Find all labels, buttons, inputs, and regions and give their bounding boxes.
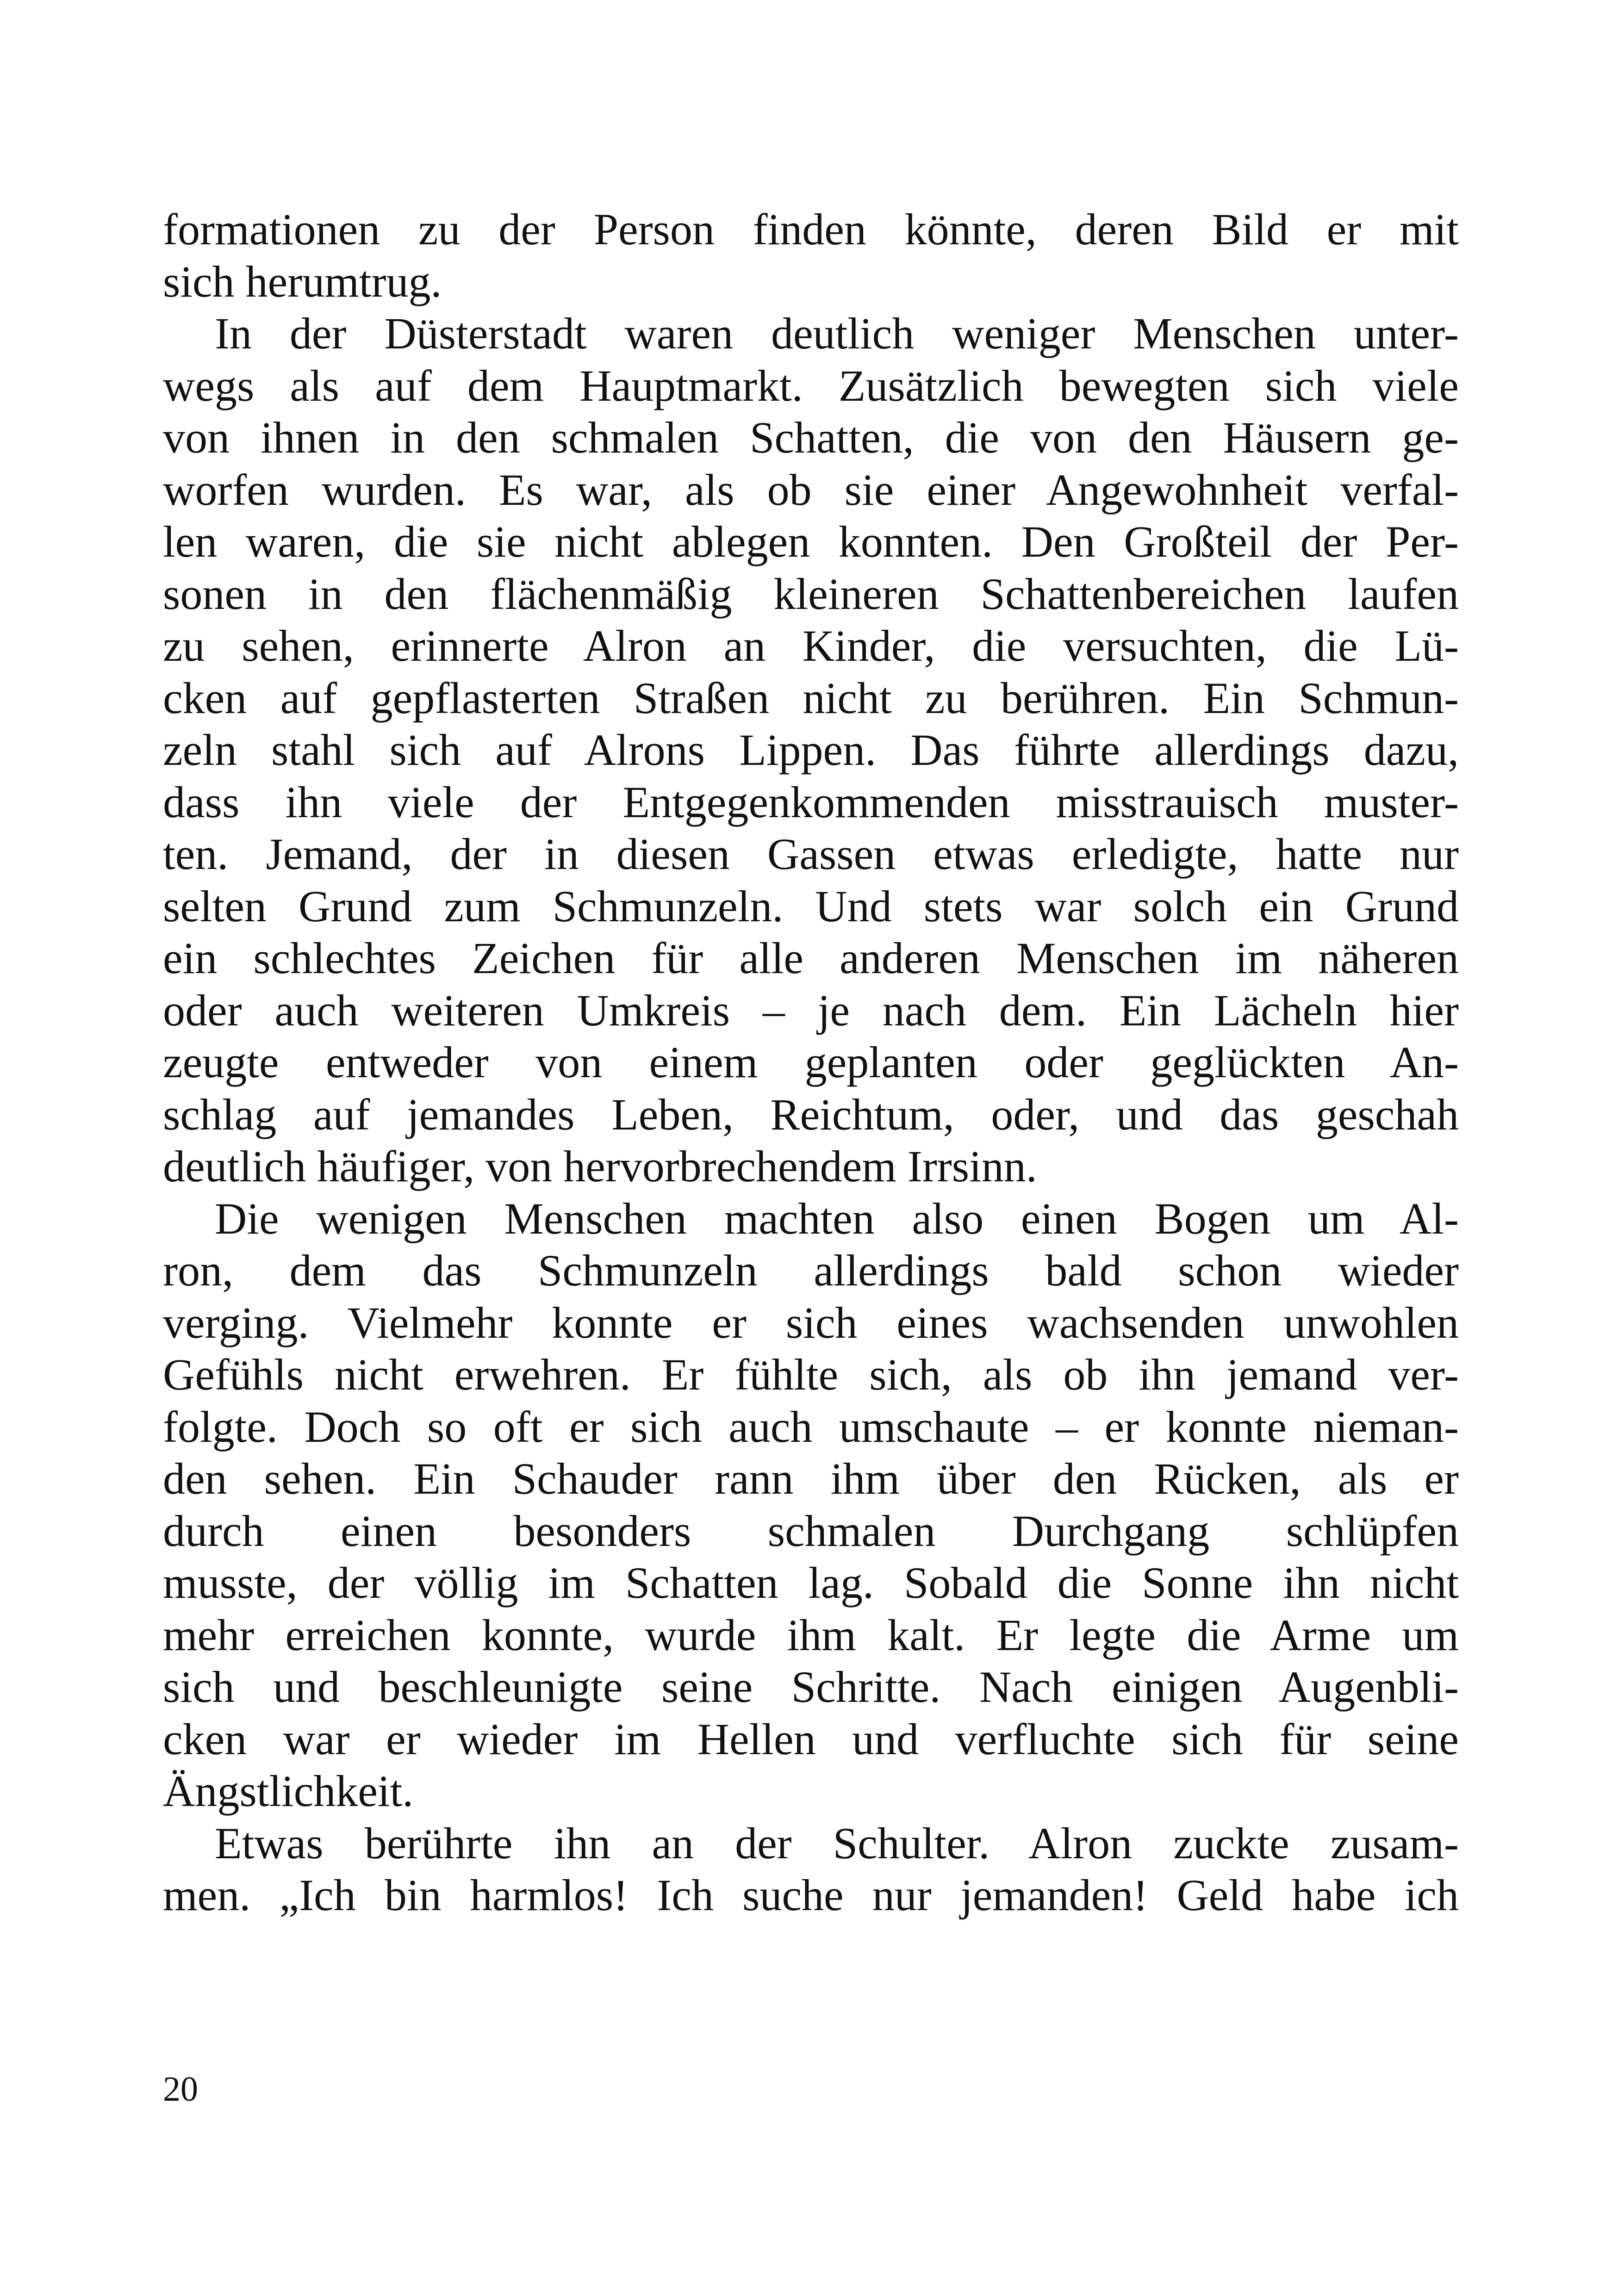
text-line: selten Grund zum Schmunzeln. Und stets war solch ein Grund [163,881,1459,931]
text-line: verging. Vielmehr konnte er sich eines wachsenden unwohlen [163,1297,1459,1347]
text-line: zeugte entweder von einem geplanten oder geglückten An- [163,1037,1459,1087]
text-line: folgte. Doch so oft er sich auch umschaute – er konnte nieman- [163,1402,1459,1452]
text-line: sich herumtrug. [163,256,442,306]
text-line: oder auch weiteren Umkreis – je nach dem. Ein Lächeln hier [163,985,1459,1035]
text-line: len waren, die sie nicht ablegen konnten. Den Großteil der Per- [163,517,1459,566]
text-line: musste, der völlig im Schatten lag. Sobald die Sonne ihn nicht [163,1558,1459,1607]
text-line: durch einen besonders schmalen Durchgang schlüpfen [163,1506,1459,1556]
text-line: zu sehen, erinnerte Alron an Kinder, die versuchten, die Lü- [163,621,1459,670]
text-line: Die wenigen Menschen machten also einen Bogen um Al- [215,1193,1459,1243]
text-line: zeln stahl sich auf Alrons Lippen. Das führte allerdings dazu, [163,725,1459,775]
text-line: dass ihn viele der Entgegenkommenden misstrauisch muster- [163,777,1459,827]
body-text [163,204,1459,1922]
text-line: cken war er wieder im Hellen und verfluchte sich für seine [163,1714,1459,1764]
text-line: Etwas berührte ihn an der Schulter. Alron zuckte zusam- [215,1818,1459,1868]
text-line: wegs als auf dem Hauptmarkt. Zusätzlich bewegten sich viele [163,360,1459,410]
text-line: cken auf gepflasterten Straßen nicht zu berühren. Ein Schmun- [163,673,1459,723]
text-line: deutlich häufiger, von hervorbrechendem Irrsinn. [163,1142,1037,1191]
text-line: ron, dem das Schmunzeln allerdings bald schon wieder [163,1246,1459,1295]
text-line: den sehen. Ein Schauder rann ihm über den Rücken, als er [163,1454,1459,1503]
text-line: sich und beschleunigte seine Schritte. Nach einigen Augenbli- [163,1662,1459,1712]
text-line: ein schlechtes Zeichen für alle anderen Menschen im näheren [163,933,1459,983]
text-line: men. „Ich bin harmlos! Ich suche nur jemanden! Geld habe ich [163,1870,1459,1920]
text-line: schlag auf jemandes Leben, Reichtum, oder, und das geschah [163,1089,1459,1139]
text-line: mehr erreichen konnte, wurde ihm kalt. Er legte die Arme um [163,1610,1459,1660]
text-line: formationen zu der Person finden könnte, deren Bild er mit [163,205,1459,254]
text-line: von ihnen in den schmalen Schatten, die von den Häusern ge- [163,413,1459,462]
text-line: sonen in den flächenmäßig kleineren Schattenbereichen laufen [163,569,1459,619]
text-line: Ängstlichkeit. [163,1766,414,1816]
text-line: Gefühls nicht erwehren. Er fühlte sich, als ob ihn jemand ver- [163,1350,1459,1399]
text-line: In der Düsterstadt waren deutlich weniger Menschen unter- [215,309,1459,358]
text-line: ten. Jemand, der in diesen Gassen etwas erledigte, hatte nur [163,829,1459,879]
text-line: worfen wurden. Es war, als ob sie einer Angewohnheit verfal- [163,465,1459,515]
page-number: 20 [163,2070,198,2109]
